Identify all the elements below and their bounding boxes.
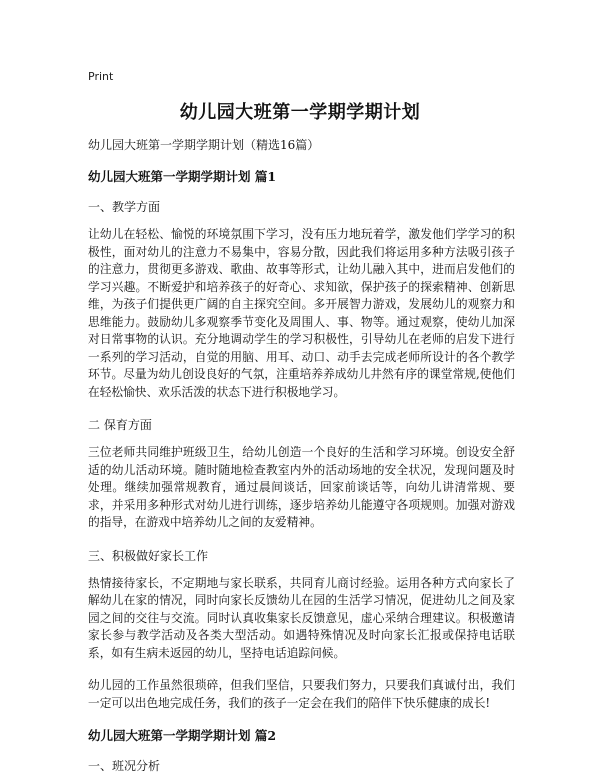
document-subtitle: 幼儿园大班第一学期学期计划（精选16篇）: [88, 138, 320, 152]
paragraph-parents: 热情接待家长，不定期地与家长联系，共同育儿商讨经验。运用各种方式向家长了解幼儿在家的情况，同时向家长反馈幼儿在园的生活学习情况，促进幼儿之间及家园之间的交往与交流。同时认真收集家长反馈意见，虚心采纳合理建议。积极邀请家长参与教学活动及各类大型活动。如遇特殊情况及时向家长汇报或保持电话联系，如有生病未返园的幼儿，坚持电话追踪问候。: [88, 575, 515, 660]
section-heading-parents: 三、积极做好家长工作: [88, 548, 209, 563]
section-heading-class-analysis: 一、班况分析: [88, 759, 161, 773]
section-heading-teaching: 一、教学方面: [88, 200, 161, 214]
paragraph-care: 三位老师共同维护班级卫生，给幼儿创造一个良好的生活和学习环境。创设安全舒适的幼儿活动环境。随时随地检查教室内外的活动场地的安全状况，发现问题及时处理。继续加强常规教育，通过晨间谈话，回家前谈话等，向幼儿讲清常规、要求，并采用多种形式对幼儿进行训练，逐步培养幼儿能遵守各项规则。加强对游戏的指导，在游戏中培养幼儿之间的友爱精神。: [88, 445, 515, 529]
paragraph-teaching: 让幼儿在轻松、愉悦的环境氛围下学习，没有压力地玩着学，激发他们学学习的积极性，面对幼儿的注意力不易集中，容易分散，因此我们将运用多种方法吸引孩子的注意力，贯彻更多游戏、歌曲、故事等形式，让幼儿融入其中，进而启发他们的学习兴趣。不断爱护和培养孩子的好奇心、求知欲，保护孩子的探索精神、创新思维，为孩子们提供更广阔的自主探究空间。多开展智力游戏，发展幼儿的观察力和思维能力。鼓励幼儿多观察季节变化及周围人、事、物等。通过观察，使幼儿加深对日常事物的认识。充分地调动学生的学习积极性，引导幼儿在老师的启发下进行一系列的学习活动，自觉的用脑、用耳、动口、动手去完成老师所设计的各个教学环节。尽量为幼儿创设良好的气氛，注重培养养成幼儿井然有序的课堂常规,使他们在轻松愉快、欢乐活泼的状态下进行积极地学习。: [88, 227, 515, 399]
article-heading-2: 幼儿园大班第一学期学期计划 篇2: [88, 728, 277, 743]
section-heading-care: 二 保育方面: [88, 418, 152, 432]
document-body: [88, 136, 515, 776]
paragraph-closing: 幼儿园的工作虽然很琐碎，但我们坚信，只要我们努力，只要我们真诚付出，我们一定可以出色地完成任务，我们的孩子一定会在我们的陪伴下快乐健康的成长!: [88, 678, 515, 710]
page-title: 幼儿园大班第一学期学期计划: [179, 102, 421, 123]
article-heading-1: 幼儿园大班第一学期学期计划 篇1: [88, 169, 277, 184]
print-link[interactable]: Print: [88, 70, 114, 83]
